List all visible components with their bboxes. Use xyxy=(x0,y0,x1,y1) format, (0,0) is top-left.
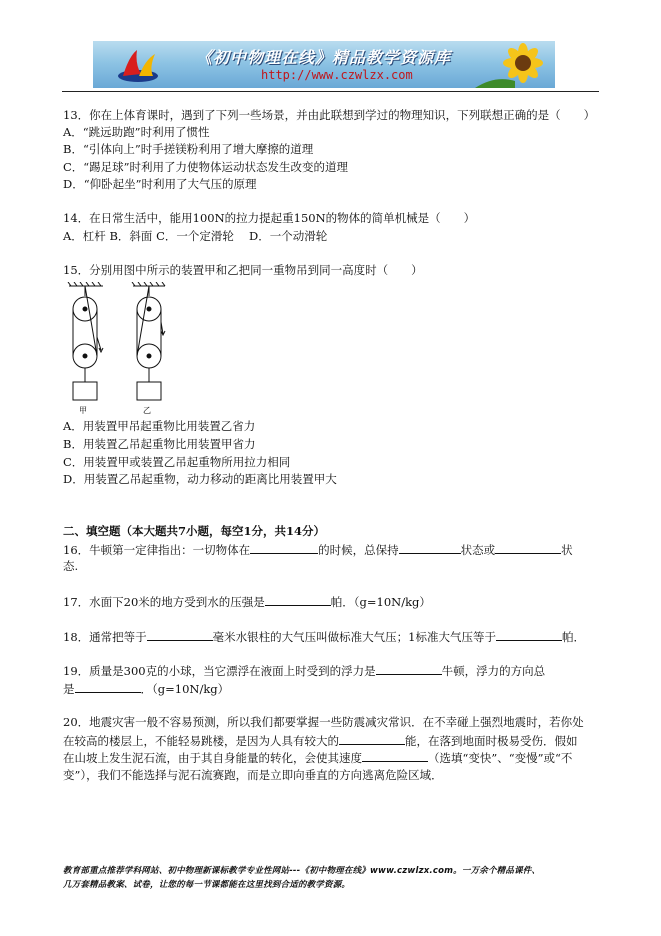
q19-blank-2[interactable] xyxy=(75,681,141,693)
q15-stem: 15．分别用图中所示的装置甲和乙把同一重物吊到同一高度时（ ） xyxy=(63,263,423,277)
q18-line xyxy=(63,629,585,645)
q19-text-c: 是 xyxy=(63,682,75,696)
q13-option-c: C．“踢足球”时利用了力使物体运动状态发生改变的道理 xyxy=(63,160,349,174)
q17-text-b: 帕．（g=10N/kg） xyxy=(330,595,431,609)
q13-option-b: B．“引体向上”时手搓镁粉利用了增大摩擦的道理 xyxy=(63,142,314,156)
header-banner xyxy=(93,41,555,88)
q16-text-a: 16．牛顿第一定律指出：一切物体在 xyxy=(63,543,251,557)
sunflower-icon xyxy=(475,41,555,88)
q15-option-c: C．用装置甲或装置乙吊起重物所用拉力相同 xyxy=(63,455,291,469)
q18-text-b: 毫米水银柱的大气压叫做标准大气压；1标准大气压等于 xyxy=(212,630,496,644)
q20-line3 xyxy=(63,750,572,766)
section-title: 二、填空题（本大题共7小题，每空1分，共14分） xyxy=(63,524,326,538)
q14-options: A．杠杆 B．斜面 C．一个定滑轮 D．一个动滑轮 xyxy=(63,229,328,243)
q16-text-c: 状态或 xyxy=(460,543,496,557)
q17-blank[interactable] xyxy=(265,594,331,606)
q20-blank-2[interactable] xyxy=(362,750,428,762)
q20-text-l2b: 能，在落到地面时极易受伤．假如 xyxy=(405,734,578,748)
q18-blank-2[interactable] xyxy=(496,629,562,641)
q20-text-l3a: 在山坡上发生泥石流，由于其自身能量的转化，会使其速度 xyxy=(63,751,362,765)
q16-blank-1[interactable] xyxy=(250,542,318,554)
q16-text-d: 状 xyxy=(561,543,573,557)
q17-line xyxy=(63,594,431,610)
q19-text-d: ．（g=10N/kg） xyxy=(140,682,230,696)
footer-line2: 几万套精品教案、试卷，让您的每一节课都能在这里找到合适的教学资源。 xyxy=(63,880,351,890)
q13-option-d: D．“仰卧起坐”时利用了大气压的原理 xyxy=(63,177,257,191)
q20-text-l2a: 在较高的楼层上，不能轻易跳楼，是因为人具有较大的 xyxy=(63,734,339,748)
q14-stem: 14．在日常生活中，能用100N的拉力提起重150N的物体的简单机械是（ ） xyxy=(63,211,476,225)
header-rule xyxy=(62,91,599,92)
q19-line2 xyxy=(63,681,229,697)
fig-label-yi: 乙 xyxy=(143,406,151,415)
q19-text-b: 牛顿，浮力的方向总 xyxy=(441,664,546,678)
q20-text-l3b: （选填“变快”、“变慢”或“不 xyxy=(428,751,573,765)
site-logo-icon xyxy=(115,46,161,84)
footer-line1: 教育部重点推荐学科网站、初中物理新课标教学专业性网站---《初中物理在线》www.czwlzx.com。一万余个精品课件、 xyxy=(63,866,541,876)
q17-text-a: 17．水面下20米的地方受到水的压强是 xyxy=(63,595,265,609)
q15-option-a: A．用装置甲吊起重物比用装置乙省力 xyxy=(63,419,256,433)
q20-line2 xyxy=(63,733,578,749)
q15-option-d: D．用装置乙吊起重物，动力移动的距离比用装置甲大 xyxy=(63,472,337,486)
q13-stem: 13．你在上体育课时，遇到了下列一些场景，并由此联想到学过的物理知识，下列联想正确的是（ ） xyxy=(63,108,596,122)
fig-label-jia: 甲 xyxy=(79,406,87,415)
q18-blank-1[interactable] xyxy=(147,629,213,641)
q16-line1 xyxy=(63,542,573,558)
q20-line1: 20．地震灾害一般不容易预测，所以我们都要掌握一些防震减灾常识．在不幸碰上强烈地震时，若你处 xyxy=(63,715,584,729)
q19-line1 xyxy=(63,663,545,679)
q19-blank-1[interactable] xyxy=(376,663,442,675)
q13-option-a: A．“跳远助跑”时利用了惯性 xyxy=(63,125,210,139)
q20-line4: 变”），我们不能选择与泥石流赛跑，而是立即向垂直的方向逃离危险区域． xyxy=(63,768,443,782)
q16-text-b: 的时候，总保持 xyxy=(318,543,399,557)
q16-blank-2[interactable] xyxy=(399,542,461,554)
q16-blank-3[interactable] xyxy=(495,542,561,554)
banner-title: 《初中物理在线》精品教学资源库 xyxy=(196,48,452,67)
q18-text-c: 帕． xyxy=(561,630,585,644)
q18-text-a: 18．通常把等于 xyxy=(63,630,147,644)
pulley-figure xyxy=(63,282,173,416)
banner-url[interactable]: http://www.czwlzx.com xyxy=(261,68,413,82)
q19-text-a: 19．质量是300克的小球，当它漂浮在液面上时受到的浮力是 xyxy=(63,664,376,678)
q15-option-b: B．用装置乙吊起重物比用装置甲省力 xyxy=(63,437,256,451)
q16-text-e: 态. xyxy=(63,559,79,573)
q20-blank-1[interactable] xyxy=(339,733,405,745)
